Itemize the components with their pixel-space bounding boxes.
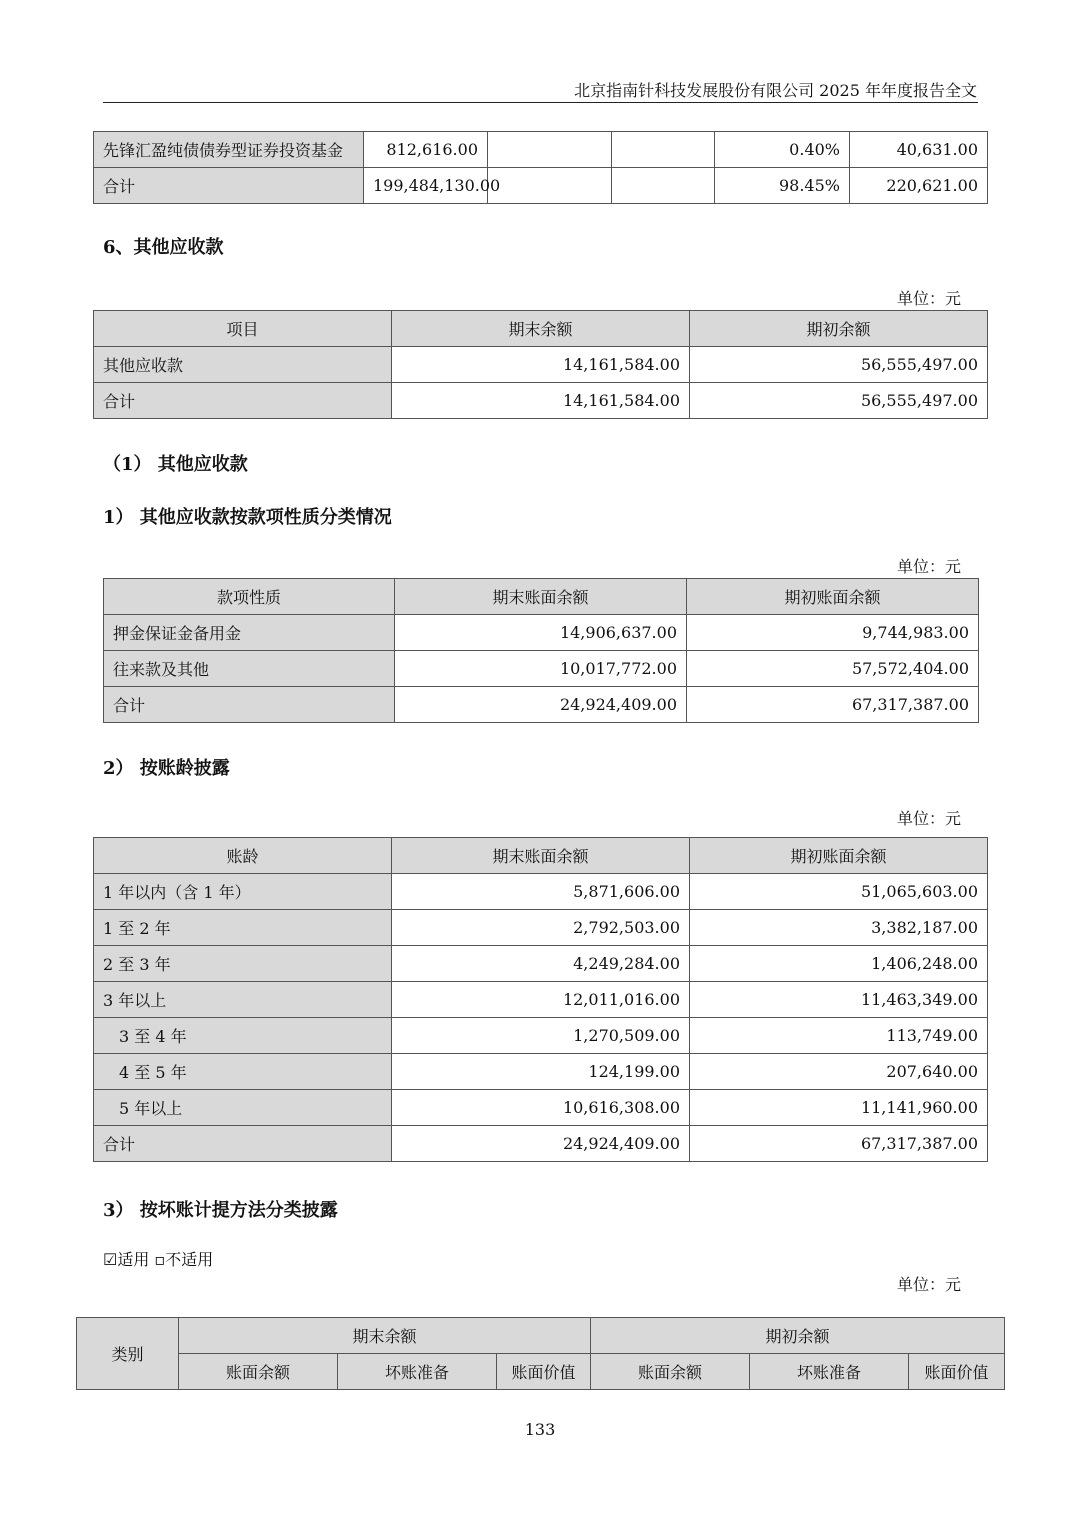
- table-row: [94, 910, 988, 946]
- unit-label: 单位：元: [896, 809, 961, 828]
- other-receivables-summary-table: [93, 310, 988, 419]
- applicability-checkbox: ☑适用 ▫不适用: [103, 1250, 214, 1269]
- column-header: 坏账准备: [750, 1354, 909, 1390]
- cell-value: 124,199.00: [392, 1054, 690, 1090]
- table-row: [94, 1054, 988, 1090]
- column-header: 期初账面余额: [690, 838, 988, 874]
- unit-label: 单位：元: [896, 1275, 961, 1294]
- bad-debt-provision-table: [76, 1317, 1005, 1390]
- column-header: 账面价值: [497, 1354, 591, 1390]
- table-row: [94, 1090, 988, 1126]
- column-group-header: 期末余额: [179, 1318, 591, 1354]
- cell-value: 113,749.00: [690, 1018, 988, 1054]
- table-row: [94, 946, 988, 982]
- fund-continuation-table: [93, 131, 988, 204]
- cell-value: 0.40%: [715, 132, 850, 168]
- column-header: 期末账面余额: [392, 838, 690, 874]
- cell-value: 4,249,284.00: [392, 946, 690, 982]
- subsection-title: 3） 按坏账计提方法分类披露: [103, 1200, 338, 1221]
- cell-value: 11,463,349.00: [690, 982, 988, 1018]
- report-header-title: 北京指南针科技发展股份有限公司 2025 年年度报告全文: [574, 81, 977, 100]
- page-number: 133: [524, 1420, 556, 1439]
- row-label: 1 年以内（含 1 年）: [94, 874, 392, 910]
- subsection-title: （1） 其他应收款: [103, 454, 248, 475]
- table-row: [104, 651, 979, 687]
- table-row: [94, 168, 988, 204]
- cell-value: 24,924,409.00: [395, 687, 687, 723]
- cell-value: 1,270,509.00: [392, 1018, 690, 1054]
- cell-value: 67,317,387.00: [687, 687, 979, 723]
- column-group-header: 期初余额: [591, 1318, 1005, 1354]
- row-label: 合计: [94, 1126, 392, 1162]
- column-header: 款项性质: [104, 579, 395, 615]
- cell-value: 56,555,497.00: [690, 383, 988, 419]
- row-label: 1 至 2 年: [94, 910, 392, 946]
- row-label: 押金保证金备用金: [104, 615, 395, 651]
- table-header-row: [94, 838, 988, 874]
- cell-value: 56,555,497.00: [690, 347, 988, 383]
- column-header: 期末账面余额: [395, 579, 687, 615]
- row-label: 3 至 4 年: [94, 1018, 392, 1054]
- cell-value: 11,141,960.00: [690, 1090, 988, 1126]
- cell-value: 3,382,187.00: [690, 910, 988, 946]
- unit-label: 单位：元: [896, 289, 961, 308]
- table-row: [94, 347, 988, 383]
- row-label: 2 至 3 年: [94, 946, 392, 982]
- row-label: 3 年以上: [94, 982, 392, 1018]
- column-header: 期初余额: [690, 311, 988, 347]
- cell-value: 14,161,584.00: [392, 347, 690, 383]
- cell-value: 10,616,308.00: [392, 1090, 690, 1126]
- row-label: 合计: [94, 168, 364, 204]
- cell-value: [488, 132, 612, 168]
- row-label: 合计: [94, 383, 392, 419]
- cell-value: [612, 168, 715, 204]
- table-header-row: [77, 1318, 1005, 1354]
- table-row: [104, 687, 979, 723]
- cell-value: [488, 168, 612, 204]
- row-label: 4 至 5 年: [94, 1054, 392, 1090]
- cell-value: 98.45%: [715, 168, 850, 204]
- table-header-row: [104, 579, 979, 615]
- table-row: [94, 1018, 988, 1054]
- header-divider: [103, 102, 978, 103]
- table-header-row: [94, 311, 988, 347]
- column-header: 期初账面余额: [687, 579, 979, 615]
- subsection-title: 1） 其他应收款按款项性质分类情况: [103, 507, 392, 528]
- unit-label: 单位：元: [896, 557, 961, 576]
- cell-value: 2,792,503.00: [392, 910, 690, 946]
- table-row: [94, 383, 988, 419]
- row-label: 5 年以上: [94, 1090, 392, 1126]
- table-row: [104, 615, 979, 651]
- table-row: [94, 1126, 988, 1162]
- table-row: [94, 874, 988, 910]
- column-header: 账面价值: [909, 1354, 1005, 1390]
- column-header: 坏账准备: [338, 1354, 497, 1390]
- table-header-row: [77, 1354, 1005, 1390]
- table-row: [94, 132, 988, 168]
- row-label: 先锋汇盈纯债债券型证券投资基金: [94, 132, 364, 168]
- receivables-by-nature-table: [103, 578, 979, 723]
- cell-value: 207,640.00: [690, 1054, 988, 1090]
- cell-value: 12,011,016.00: [392, 982, 690, 1018]
- column-header: 账龄: [94, 838, 392, 874]
- cell-value: 1,406,248.00: [690, 946, 988, 982]
- cell-value: 220,621.00: [850, 168, 988, 204]
- cell-value: 67,317,387.00: [690, 1126, 988, 1162]
- cell-value: 14,906,637.00: [395, 615, 687, 651]
- row-label: 合计: [104, 687, 395, 723]
- cell-value: 10,017,772.00: [395, 651, 687, 687]
- row-label: 往来款及其他: [104, 651, 395, 687]
- section-title: 6、其他应收款: [103, 237, 224, 258]
- cell-value: 14,161,584.00: [392, 383, 690, 419]
- column-header: 类别: [77, 1318, 179, 1390]
- table-row: [94, 982, 988, 1018]
- cell-value: 40,631.00: [850, 132, 988, 168]
- row-label: 其他应收款: [94, 347, 392, 383]
- receivables-aging-table: [93, 837, 988, 1162]
- cell-value: 24,924,409.00: [392, 1126, 690, 1162]
- column-header: 项目: [94, 311, 392, 347]
- column-header: 期末余额: [392, 311, 690, 347]
- cell-value: 5,871,606.00: [392, 874, 690, 910]
- cell-value: [612, 132, 715, 168]
- subsection-title: 2） 按账龄披露: [103, 758, 230, 779]
- cell-value: 51,065,603.00: [690, 874, 988, 910]
- cell-value: 812,616.00: [364, 132, 488, 168]
- cell-value: 9,744,983.00: [687, 615, 979, 651]
- cell-value: 199,484,130.00: [364, 168, 488, 204]
- column-header: 账面余额: [591, 1354, 750, 1390]
- column-header: 账面余额: [179, 1354, 338, 1390]
- cell-value: 57,572,404.00: [687, 651, 979, 687]
